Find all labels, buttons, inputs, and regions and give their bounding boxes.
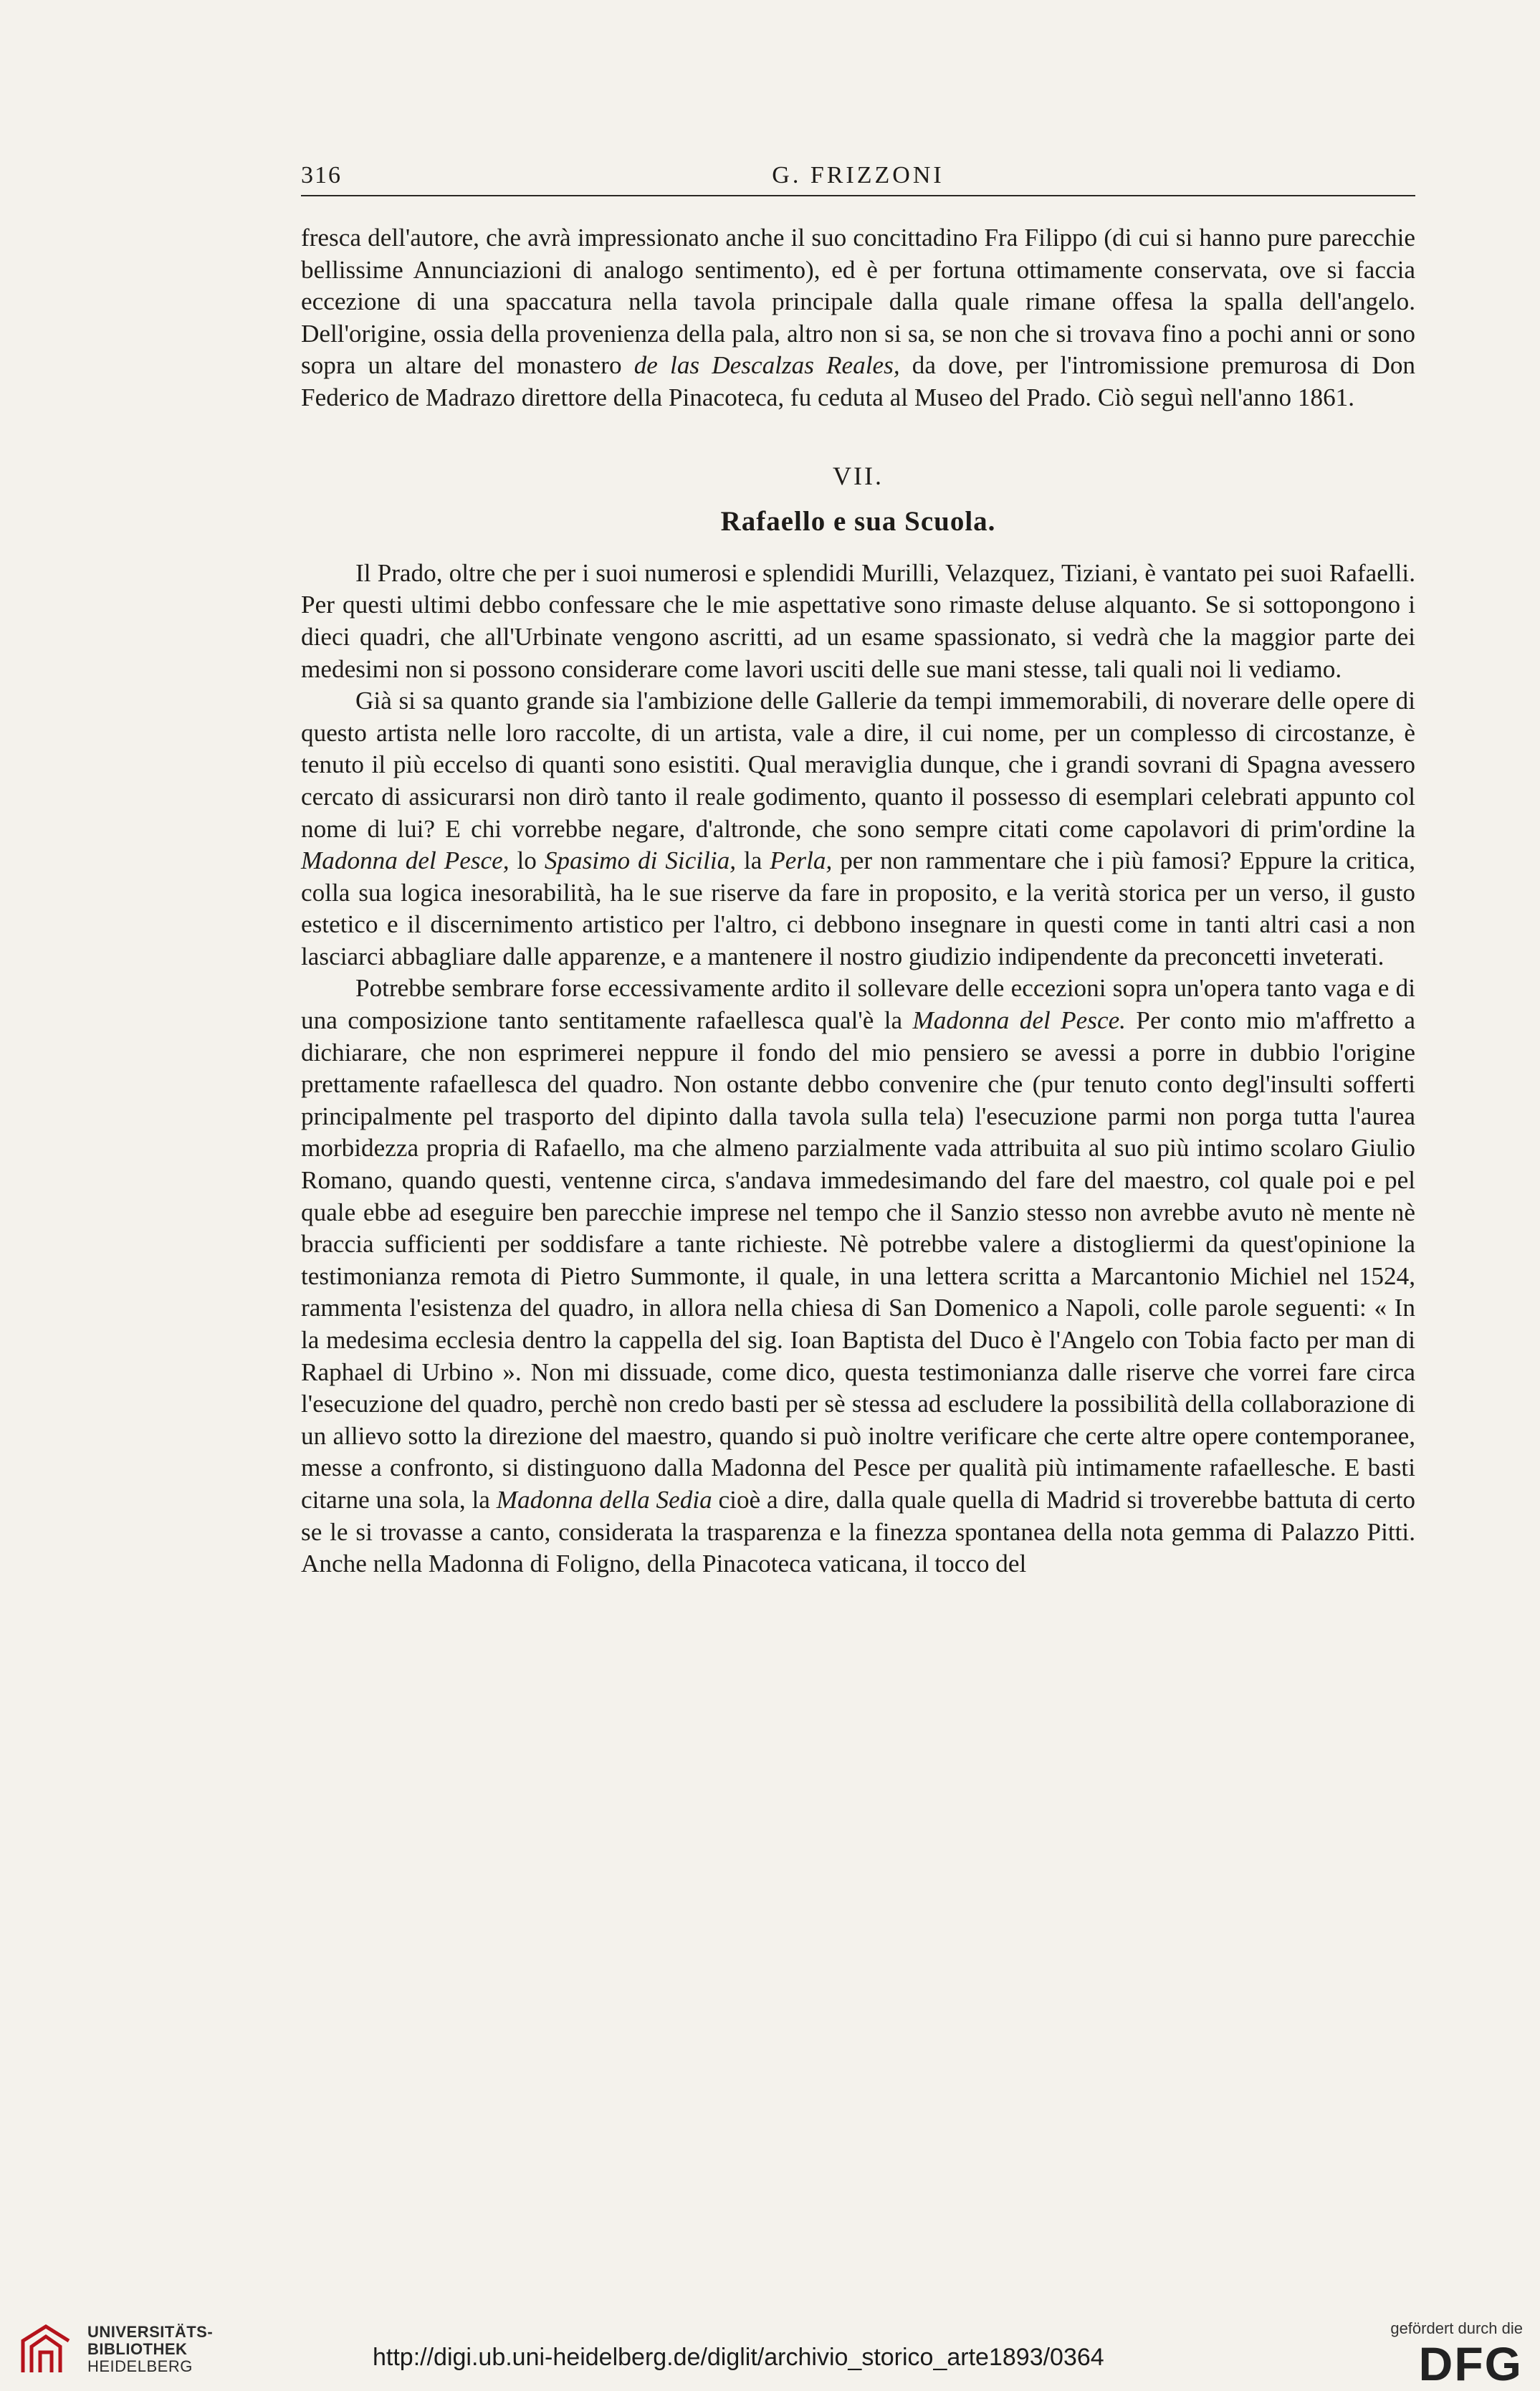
italic-title: Perla,: [770, 846, 833, 875]
paragraph-4: Potrebbe sembrare forse eccessivamente ardito il sollevare delle eccezioni sopra un'opera tanto vaga e di una composizione tanto sentitamente rafaellesca qual'è la Madonna del Pesce. Per conto mio m'affretto a dichiarare, che non esprimerei neppure il fondo del mio pensiero se avessi a porre in dubbio l'origine prettamente rafaellesca del quadro. Non ostante debbo convenire che (pur tenuto conto degl'insulti sofferti principalmente pel trasporto del dipinto dalla tavola sulla tela) l'esecuzione parmi non porga tutta l'aurea morbidezza propria di Rafaello, ma che almeno parzialmente vada attribuita al suo più intimo scolaro Giulio Romano, quando questi, ventenne circa, s'andava immedesimando del fare del maestro, col quale poi e pel quale ebbe ad eseguire ben parecchie imprese nel tempo che il Sanzio stesso non avrebbe avuto nè mente nè braccia sufficienti per soddisfare a tante richieste. Nè potrebbe valere a distogliermi da quest'opinione la testimonianza remota di Pietro Summonte, il quale, in una lettera scritta a Marcantonio Michiel nel 1524, rammenta l'esistenza del quadro, in allora nella chiesa di San Domenico a Napoli, colle parole seguenti: « In la medesima ecclesia dentro la cappella del sig. Ioan Baptista del Duco è l'Angelo con Tobia facto per man di Raphael di Urbino ». Non mi dissuade, come dico, questa testimonianza dalle riserve che vorrei fare circa l'esecuzione del quadro, perchè non credo basti per sè stessa ad escludere la possibilità della collaborazione di un allievo sotto la direzione del maestro, quando si può inoltre verificare che certe altre opere contemporanee, messe a confronto, si distinguono dalla Madonna del Pesce per qualità più intimamente rafaellesche. E basti citarne una sola, la Madonna della Sedia cioè a dire, dalla quale quella di Madrid si troverebbe battuta di certo se le si trovasse a canto, considerata la trasparenza e la finezza spontanea della nota gemma di Palazzo Pitti. Anche nella Madonna di Foligno, della Pinacoteca vaticana, il tocco del: [301, 974, 1415, 1578]
page-header: [301, 159, 1415, 196]
italic-title: Madonna del Pesce.: [912, 1006, 1126, 1035]
funder-text: gefördert durch die: [1390, 2319, 1523, 2337]
section-number: VII.: [833, 461, 884, 490]
source-url-link[interactable]: http://digi.ub.uni-heidelberg.de/diglit/archivio_storico_arte1893/0364: [373, 2344, 1104, 2371]
paragraph-2: Il Prado, oltre che per i suoi numerosi e splendidi Murilli, Velazquez, Tiziani, è vantato pei suoi Rafaelli. Per questi ultimi debbo confessare che le mie aspettative sono rimaste deluse alquanto. Se si sottopongono i dieci quadri, che all'Urbinate vengono ascritti, ad un esame spassionato, si vedrà che la maggior parte dei medesimi non si possono considerare come lavori usciti delle sue mani stesse, tali quali noi li vediamo.: [301, 558, 1415, 683]
library-logo-icon: [17, 2321, 75, 2378]
page-footer: [0, 2291, 1540, 2391]
italic-title: Madonna del Pesce,: [301, 846, 510, 875]
italic-title: de las Descalzas Reales,: [633, 351, 900, 380]
section-title: Rafaello e sua Scuola.: [720, 506, 996, 538]
paragraph-1: fresca dell'autore, che avrà impressionato anche il suo concittadino Fra Filippo (di cui si hanno pure parecchie bellissime Annunciazioni di analogo sentimento), ed è per fortuna ottimamente conservata, ove si faccia eccezione di una spaccatura nella tavola principale dalla quale rimane offesa la spalla dell'angelo. Dell'origine, ossia della provenienza della pala, altro non si sa, se non che si trovava fino a pochi anni or sono sopra un altare del monastero de las Descalzas Reales, da dove, per l'intromissione premurosa di Don Federico de Madrazo direttore della Pinacoteca, fu ceduta al Museo del Prado. Ciò seguì nell'anno 1861.: [301, 224, 1416, 411]
library-name: UNIVERSITÄTS- BIBLIOTHEK HEIDELBERG: [87, 2323, 214, 2375]
paragraph-3: Già si sa quanto grande sia l'ambizione delle Gallerie da tempi immemorabili, di noverare delle opere di questo artista nelle loro raccolte, di un artista, vale a dire, il cui nome, per un complesso di circostanze, è tenuto il più eccelso di quanti sono esistiti. Qual meraviglia dunque, che i grandi sovrani di Spagna avessero cercato di assicurarsi non dirò tanto il reale godimento, quanto il possesso di esemplari celebrati appunto col nome di lui? E chi vorrebbe negare, d'altronde, che sono sempre citati come capolavori di prim'ordine la Madonna del Pesce, lo Spasimo di Sicilia, la Perla, per non rammentare che i più famosi? Eppure la critica, colla sua logica inesorabilità, ha le sue riserve da fare in proposito, e la verità storica per un verso, il gusto estetico e il discernimento artistico per l'altro, ci debbono insegnare in questi come in tanti altri casi a non lasciarci abbagliare dalle apparenze, e a mantenere il nostro giudizio indipendente da preconcetti inveterati.: [301, 687, 1415, 970]
dfg-logo: DFG: [1418, 2337, 1523, 2390]
article-body: [301, 222, 1415, 1580]
italic-title: Spasimo di Sicilia,: [544, 846, 737, 875]
page-number: 316: [301, 162, 342, 188]
italic-title: Madonna della Sedia: [496, 1485, 712, 1514]
running-head: G. FRIZZONI: [772, 162, 944, 188]
